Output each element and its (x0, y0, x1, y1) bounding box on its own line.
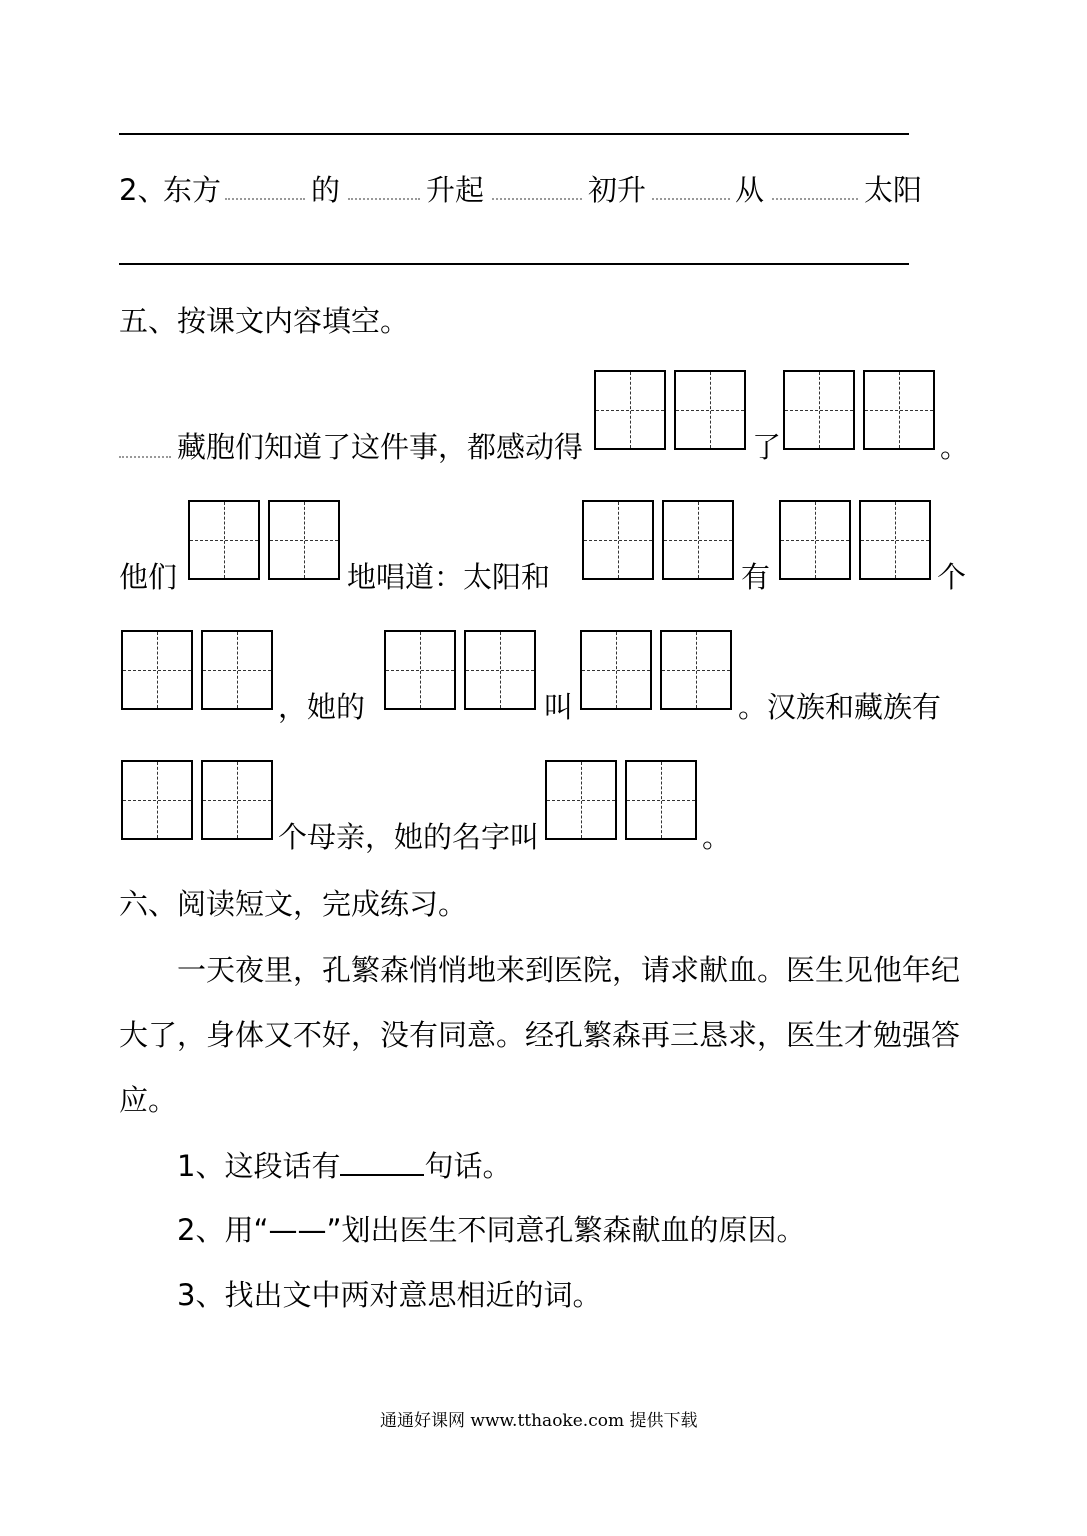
passage-line: 应。 (119, 1083, 178, 1117)
fill-text: 个母亲，她的名字叫 (278, 820, 540, 854)
dotted-indent (119, 456, 171, 458)
character-box[interactable] (783, 370, 855, 450)
question-3: 3、找出文中两对意思相近的词。 (177, 1278, 602, 1312)
dotted-separator (652, 198, 730, 200)
fill-text: ，她的 (278, 690, 366, 724)
word-tile: 的 (311, 173, 341, 207)
character-box[interactable] (188, 500, 260, 580)
fill-text: 。汉族和藏族有 (738, 690, 942, 724)
character-box[interactable] (580, 630, 652, 710)
character-box[interactable] (660, 630, 732, 710)
passage-line: 大了，身体又不好，没有同意。经孔繁森再三恳求，医生才勉强答 (119, 1018, 961, 1052)
character-box[interactable] (594, 370, 666, 450)
fill-text: 。 (940, 430, 970, 464)
q2-number: 2、 (119, 173, 167, 207)
section6-heading: 六、阅读短文，完成练习。 (119, 887, 468, 921)
fill-text: 叫 (544, 690, 574, 724)
character-box[interactable] (384, 630, 456, 710)
character-box[interactable] (779, 500, 851, 580)
character-box[interactable] (859, 500, 931, 580)
dotted-separator (348, 198, 420, 200)
question-1 (177, 1148, 511, 1183)
character-box[interactable] (268, 500, 340, 580)
word-tile: 升起 (426, 173, 485, 207)
character-box[interactable] (121, 630, 193, 710)
dotted-separator (772, 198, 858, 200)
fill-text: 他们 (119, 560, 178, 594)
character-box[interactable] (582, 500, 654, 580)
character-box[interactable] (674, 370, 746, 450)
fill-text: 藏胞们知道了这件事，都感动得 (177, 430, 584, 464)
question-2: 2、用“——”划出医生不同意孔繁森献血的原因。 (177, 1213, 806, 1247)
word-tile: 东方 (163, 173, 222, 207)
word-tile: 初升 (588, 173, 647, 207)
fill-text: 了 (752, 430, 782, 464)
dotted-separator (492, 198, 582, 200)
passage-line: 一天夜里，孔繁森悄悄地来到医院，请求献血。医生见他年纪 (177, 953, 961, 987)
fill-text: 。 (702, 820, 732, 854)
word-tile: 太阳 (864, 173, 923, 207)
character-box[interactable] (625, 760, 697, 840)
character-box[interactable] (121, 760, 193, 840)
question-1-prefix: 1、这段话有 (177, 1149, 341, 1183)
character-box[interactable] (464, 630, 536, 710)
character-box[interactable] (545, 760, 617, 840)
fill-text: 有 (741, 560, 771, 594)
character-box[interactable] (863, 370, 935, 450)
fill-text: 个 (937, 560, 967, 594)
section5-heading: 五、按课文内容填空。 (119, 304, 410, 338)
fill-text: 地唱道：太阳和 (347, 560, 551, 594)
character-box[interactable] (201, 760, 273, 840)
question-1-suffix: 句话。 (424, 1149, 512, 1183)
character-box[interactable] (662, 500, 734, 580)
answer-line[interactable] (119, 263, 909, 265)
word-tile: 从 (735, 173, 765, 207)
dotted-separator (225, 198, 305, 200)
character-box[interactable] (201, 630, 273, 710)
answer-line (119, 133, 909, 135)
footer-credit: 通通好课网 www.tthaoke.com 提供下载 (380, 1411, 698, 1431)
answer-blank[interactable] (340, 1148, 424, 1176)
